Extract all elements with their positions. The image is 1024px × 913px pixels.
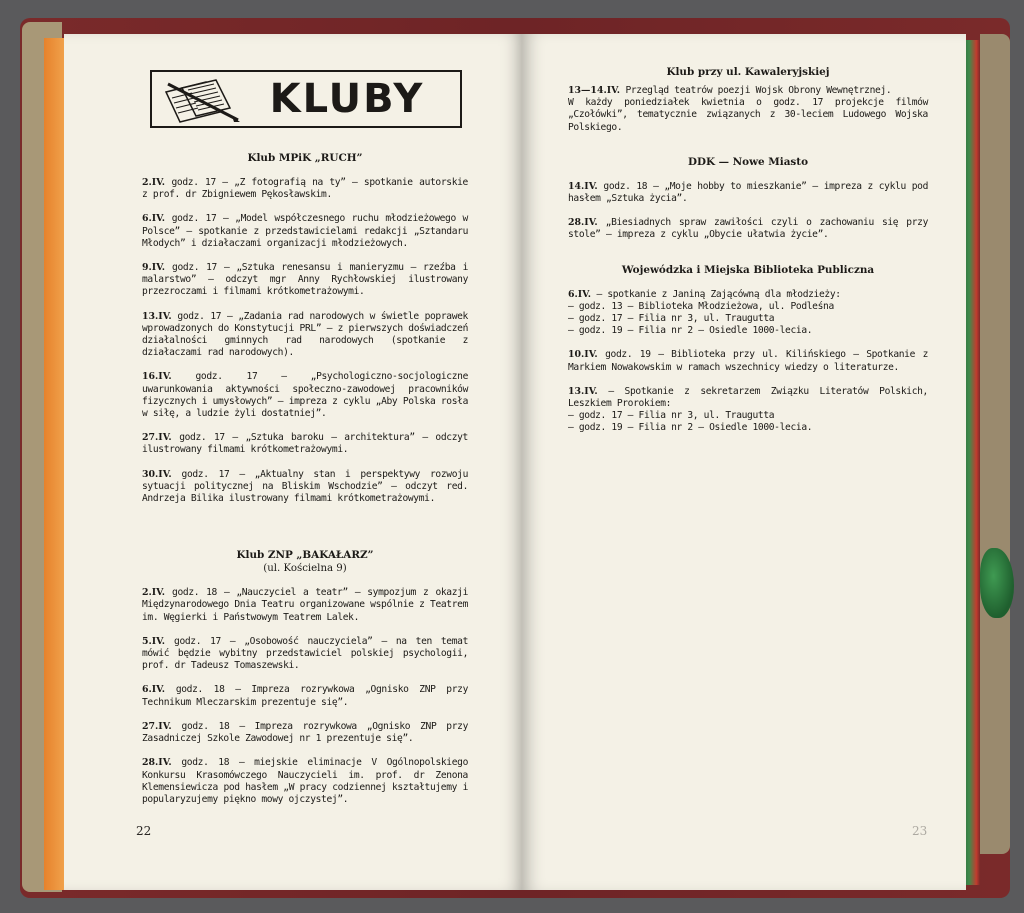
- list-item: 9.IV. godz. 17 — „Sztuka renesansu i manieryzmu — rzeźba i malarstwo” — odczyt mgr Anny Rychłowskiej ilustrowany przezroczami i filmami krótkometrażowymi.: [142, 262, 468, 298]
- list-item: 13.IV. — Spotkanie z sekretarzem Związku Literatów Polskich, Leszkiem Prorokiem: — godz. 17 — Filia nr 3, ul. Traugutta — godz. 19 — Filia nr 2 — Osiedle 1000-lecia.: [568, 385, 928, 434]
- list-item: 6.IV. godz. 17 — „Model współczesnego ruchu młodzieżowego w Polsce” — spotkanie z przedstawicielami redakcji „Sztandaru Młodych” i działaczami organizacji młodzieżowych.: [142, 213, 468, 249]
- page-edge-left: [44, 38, 66, 890]
- right-page: [522, 34, 966, 890]
- list-item: 27.IV. godz. 18 — Impreza rozrywkowa „Ognisko ZNP przy Zasadniczej Szkole Zawodowej nr 1 prezentuje się”.: [142, 720, 468, 745]
- section-header: [150, 70, 462, 128]
- page-number-right: 23: [912, 824, 928, 838]
- club-znp-address: (ul. Kościelna 9): [263, 563, 347, 575]
- cover-cloth-right: [980, 34, 1010, 854]
- list-item: 28.IV. godz. 18 — miejskie eliminacje V Ogólnopolskiego Konkursu Krasomówczego Nauczycieli im. prof. dr Zenona Klemensiewicza pod hasłem „W pracy codziennej kształtujemy i popularyzujemy piękno mowy ojczystej”.: [142, 757, 468, 805]
- right-page-content: [568, 64, 928, 435]
- list-item: 13—14.IV. Przegląd teatrów poezji Wojsk Obrony Wewnętrznej. W każdy poniedziałek kwietnia o godz. 17 projekcje filmów „Czołówki”, tematycznie związanych z 30-leciem Ludowego Wojska Polskiego.: [568, 85, 928, 133]
- list-item: 6.IV. godz. 18 — Impreza rozrywkowa „Ognisko ZNP przy Technikum Mleczarskim prezentuje się”.: [142, 684, 468, 708]
- section-title: KLUBY: [269, 76, 425, 122]
- club-ddk-title: DDK — Nowe Miasto: [687, 155, 809, 168]
- list-item: 10.IV. godz. 19 — Biblioteka przy ul. Kilińskiego — Spotkanie z Markiem Nowakowskim w ramach wszechnicy wiedzy o literaturze.: [568, 349, 928, 373]
- library-title: Wojewódzka i Miejska Biblioteka Publiczna: [621, 263, 875, 276]
- list-item: 27.IV. godz. 17 — „Sztuka baroku — architektura” — odczyt ilustrowany filmami krótkometrażowymi.: [142, 432, 468, 456]
- list-item: 13.IV. godz. 17 — „Zadania rad narodowych w świetle poprawek wprowadzonych do Konstytucji PRL” — z pierwszych doświadczeń działalności gminnych rad narodowych (spotkanie z działaczami rad narodowych).: [142, 310, 468, 359]
- left-page-content: [142, 70, 468, 806]
- list-item: 6.IV. — spotkanie z Janiną Zającówną dla młodzieży: — godz. 13 — Biblioteka Młodzieżowa, ul. Podleśna — godz. 17 — Filia nr 3, ul. Traugutta — godz. 19 — Filia nr 2 — Osiedle 1000-lecia.: [568, 288, 841, 337]
- club-mpik-title: Klub MPiK „RUCH”: [247, 152, 363, 164]
- list-item: 14.IV. godz. 18 — „Moje hobby to mieszkanie” — impreza z cyklu pod hasłem „Sztuka życia”.: [568, 180, 928, 205]
- left-page: [64, 34, 524, 890]
- club-kawaleryjska-title: Klub przy ul. Kawaleryjskiej: [666, 66, 830, 78]
- list-item: 5.IV. godz. 17 — „Osobowość nauczyciela” — na ten temat mówić będzie wybitny przedstawiciel polskiej psychologii, prof. dr Tadeusz Tomaszewski.: [142, 635, 468, 672]
- page-number-left: 22: [136, 824, 152, 838]
- club-znp-title: Klub ZNP „BAKAŁARZ”: [236, 549, 374, 562]
- list-item: 28.IV. „Biesiadnych spraw zawiłości czyli o zachowaniu się przy stole” — impreza z cyklu „Obycie ułatwia życie”.: [568, 217, 928, 241]
- list-item: 16.IV. godz. 17 — „Psychologiczno-socjologiczne uwarunkowania aktywności społeczno-zawodowej pracowników fizycznych i umysłowych” — impreza z cyklu „Aby Polska rosła w siłę, a ludzie żyli dostatniej”.: [142, 371, 468, 420]
- list-item: 2.IV. godz. 17 — „Z fotografią na ty” — spotkanie autorskie z prof. dr Zbigniewem Pękosławskim.: [142, 177, 468, 201]
- list-item: 2.IV. godz. 18 — „Nauczyciel a teatr” — sympozjum z okazji Międzynarodowego Dnia Teatru organizowane wspólnie z Teatrem im. Węgierki i Państwowym Teatrem Lalek.: [142, 587, 468, 623]
- list-item: 30.IV. godz. 17 — „Aktualny stan i perspektywy rozwoju sytuacji politycznej na Bliskim Wschodzie” — odczyt red. Andrzeja Bilika ilustrowany filmami krótkometrażowymi.: [142, 468, 468, 505]
- newspaper-pen-icon: [162, 78, 242, 124]
